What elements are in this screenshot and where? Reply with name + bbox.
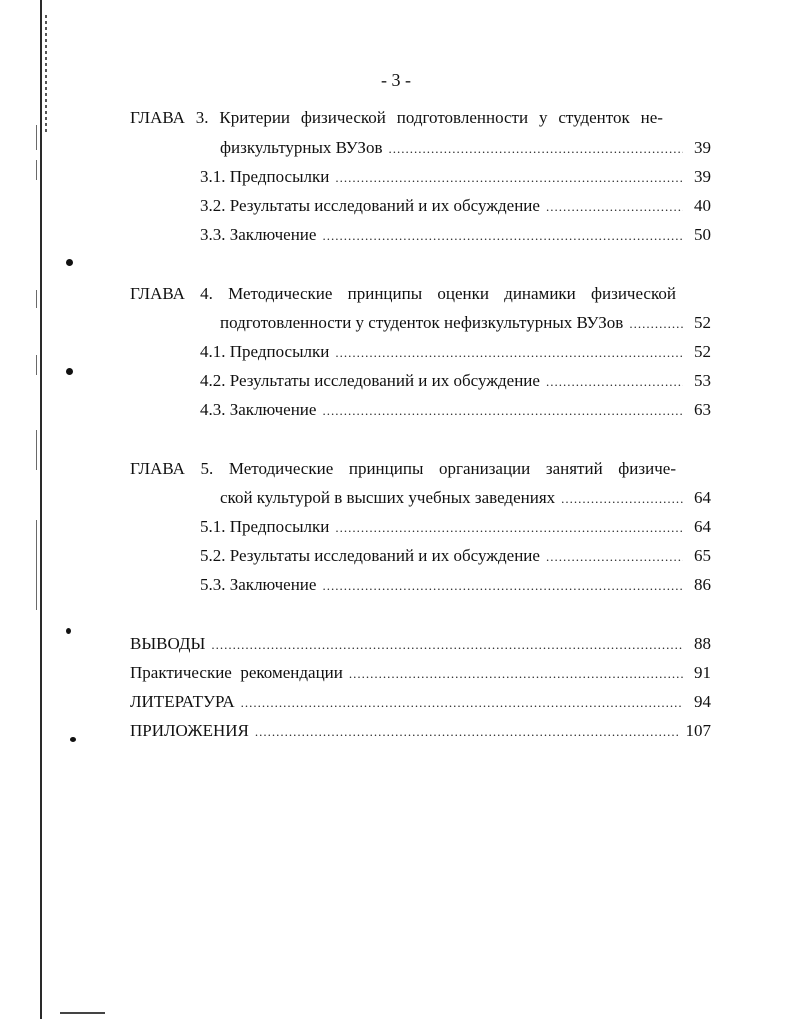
chapter-heading-word: не- xyxy=(640,108,663,127)
scan-mark xyxy=(36,355,37,375)
toc-entry-page: 40 xyxy=(694,196,711,215)
chapter-heading-word: Критерии xyxy=(219,108,291,127)
chapter-heading-word: оценки xyxy=(437,284,489,303)
dot-leader xyxy=(335,166,683,190)
toc-entry xyxy=(200,223,711,247)
scan-mark xyxy=(36,160,37,180)
toc-entry-label: Практические рекомендации xyxy=(130,663,343,682)
scan-bottom-line xyxy=(60,1012,105,1014)
toc-entry-label: 5.1. Предпосылки xyxy=(200,517,330,536)
toc-entry xyxy=(200,340,711,364)
chapter-heading-word: 4. xyxy=(200,284,213,303)
chapter-heading-word: физиче- xyxy=(618,459,676,478)
toc-entry-label: ской культурой в высших учебных заведениях xyxy=(220,488,556,507)
toc-entry-page: 52 xyxy=(694,342,711,361)
chapter-heading-word: принципы xyxy=(348,459,424,478)
scan-dot xyxy=(66,259,73,266)
toc-entry-page: 65 xyxy=(694,546,711,565)
dot-leader xyxy=(241,691,683,715)
toc-entry xyxy=(200,369,711,393)
chapter-heading-word: ГЛАВА xyxy=(130,108,185,127)
toc-entry-label: 4.1. Предпосылки xyxy=(200,342,330,361)
toc-entry xyxy=(200,194,711,218)
toc-entry xyxy=(220,136,711,160)
toc-entry-label: ЛИТЕРАТУРА xyxy=(130,692,235,711)
toc-entry xyxy=(200,165,711,189)
toc-entry-label: 3.3. Заключение xyxy=(200,225,317,244)
toc-entry-label: физкультурных ВУЗов xyxy=(220,138,383,157)
toc-entry-page: 107 xyxy=(685,721,711,740)
toc-entry-label: 5.2. Результаты исследований и их обсуждение xyxy=(200,546,540,565)
toc-entry-page: 64 xyxy=(694,488,711,507)
dot-leader xyxy=(335,341,683,365)
scan-left-edge xyxy=(40,0,42,1019)
toc-entry xyxy=(200,515,711,539)
toc-entry-label: 5.3. Заключение xyxy=(200,575,317,594)
dot-leader xyxy=(255,720,680,744)
dot-leader xyxy=(546,545,683,569)
toc-entry-label: подготовленности у студенток нефизкультурных ВУЗов xyxy=(220,313,624,332)
chapter-heading-word: ГЛАВА xyxy=(130,459,185,478)
chapter-heading-word: Методические xyxy=(228,459,334,478)
chapter-4-heading xyxy=(130,282,676,306)
toc-entry-label: ПРИЛОЖЕНИЯ xyxy=(130,721,249,740)
chapter-heading-word: студенток xyxy=(558,108,630,127)
toc-entry-page: 86 xyxy=(694,575,711,594)
dot-leader xyxy=(629,312,683,336)
chapter-3-heading xyxy=(130,106,663,130)
toc-entry-label: 3.1. Предпосылки xyxy=(200,167,330,186)
toc-entry xyxy=(200,544,711,568)
toc-entry-page: 63 xyxy=(694,400,711,419)
toc-entry-page: 53 xyxy=(694,371,711,390)
scan-mark xyxy=(36,520,37,610)
toc-entry xyxy=(200,398,711,422)
toc-entry-page: 91 xyxy=(694,663,711,682)
dot-leader xyxy=(335,516,683,540)
scan-dot xyxy=(70,737,76,742)
chapter-heading-word: физической xyxy=(300,108,386,127)
toc-entry xyxy=(200,573,711,597)
toc-entry-page: 39 xyxy=(694,167,711,186)
chapter-heading-word: принципы xyxy=(347,284,423,303)
scan-mark xyxy=(36,125,37,150)
dot-leader xyxy=(561,487,683,511)
toc-entry-label: 4.3. Заключение xyxy=(200,400,317,419)
toc-entry-page: 88 xyxy=(694,634,711,653)
toc-entry xyxy=(220,486,711,510)
toc-entry-page: 64 xyxy=(694,517,711,536)
chapter-heading-word: 5. xyxy=(200,459,214,478)
scan-mark xyxy=(36,290,37,308)
toc-entry-page: 50 xyxy=(694,225,711,244)
dot-leader xyxy=(322,399,683,423)
toc-entry-page: 39 xyxy=(694,138,711,157)
chapter-heading-word: подготовленности xyxy=(396,108,529,127)
chapter-5-heading xyxy=(130,457,676,481)
toc-entry xyxy=(130,690,711,714)
chapter-heading-word: организации xyxy=(438,459,531,478)
dot-leader xyxy=(546,370,683,394)
dot-leader xyxy=(211,633,683,657)
chapter-heading-word: у xyxy=(538,108,548,127)
toc-entry-label: ВЫВОДЫ xyxy=(130,634,206,653)
chapter-heading-word: физической xyxy=(590,284,676,303)
scan-dot xyxy=(66,368,73,375)
dot-leader xyxy=(349,662,683,686)
toc-entry xyxy=(130,661,711,685)
toc-entry-page: 52 xyxy=(694,313,711,332)
dot-leader xyxy=(322,574,683,598)
chapter-heading-word: ГЛАВА xyxy=(130,284,185,303)
page-number: - 3 - xyxy=(381,70,411,90)
toc-entry-page: 94 xyxy=(694,692,711,711)
toc-entry xyxy=(130,719,711,743)
scan-dot xyxy=(66,628,71,634)
dot-leader xyxy=(322,224,683,248)
chapter-heading-word: Методические xyxy=(228,284,333,303)
toc-entry-label: 3.2. Результаты исследований и их обсуждение xyxy=(200,196,540,215)
chapter-heading-word: 3. xyxy=(195,108,209,127)
chapter-heading-word: динамики xyxy=(504,284,576,303)
dot-leader xyxy=(388,137,683,161)
toc-entry xyxy=(220,311,711,335)
toc-entry-label: 4.2. Результаты исследований и их обсуждение xyxy=(200,371,540,390)
toc-entry xyxy=(130,632,711,656)
chapter-heading-word: занятий xyxy=(545,459,603,478)
scan-mark xyxy=(36,430,37,470)
dot-leader xyxy=(546,195,683,219)
